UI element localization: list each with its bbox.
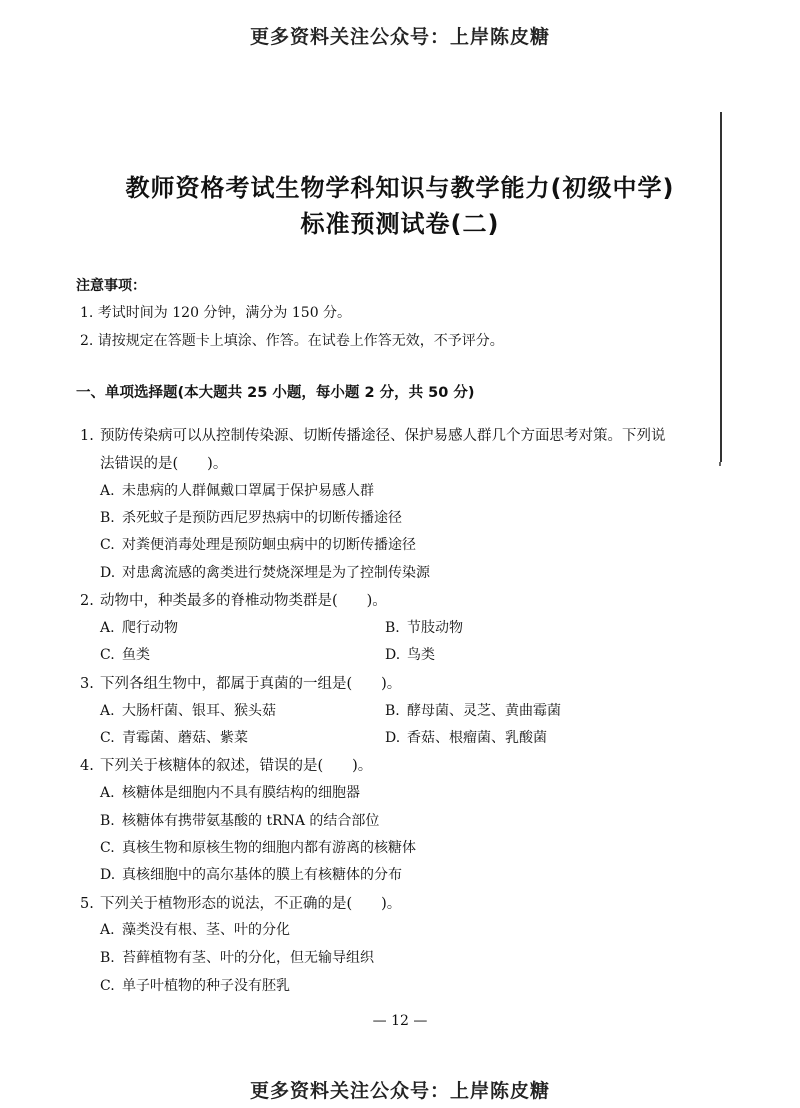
option-text: 核糖体有携带氨基酸的 tRNA 的结合部位 [122,813,380,829]
option [385,700,561,720]
option-text: 爬行动物 [122,620,178,636]
option-letter: D. [100,867,116,883]
option-letter: A. [100,785,115,801]
question-number: 4. [80,758,94,774]
bottom-banner: 更多资料关注公众号：上岸陈皮糖 [249,1080,550,1102]
option-letter: B. [385,620,400,636]
option-letter: B. [100,813,115,829]
option-text: 藻类没有根、茎、叶的分化 [122,922,290,938]
page-number: — 12 — [372,1013,428,1029]
option [385,644,435,664]
option-text: 鸟类 [407,647,435,663]
option-text: 对患禽流感的禽类进行焚烧深埋是为了控制传染源 [122,565,430,581]
option-letter: B. [100,950,115,966]
option [100,947,374,967]
page-title: 教师资格考试生物学科知识与教学能力(初级中学) [125,174,675,202]
option [100,480,374,500]
option [100,534,416,554]
option-letter: C. [100,537,115,553]
option [100,644,150,664]
option [100,700,276,720]
question-stem [80,672,401,693]
option-text: 真核细胞中的高尔基体的膜上有核糖体的分布 [122,867,402,883]
option [100,507,402,527]
option-text: 香菇、根瘤菌、乳酸菌 [407,730,547,746]
option-letter: D. [385,730,401,746]
question-stem-continued: 法错误的是( )。 [100,456,228,472]
option-text: 杀死蚊子是预防西尼罗热病中的切断传播途径 [122,510,402,526]
option-letter: C. [100,840,115,856]
option [100,975,290,995]
question-text: 下列关于核糖体的叙述，错误的是( )。 [100,758,373,774]
option [100,617,178,637]
option-text: 节肢动物 [407,620,463,636]
option-text: 真核生物和原核生物的细胞内都有游离的核糖体 [122,840,416,856]
option-text: 单子叶植物的种子没有胚乳 [122,978,290,994]
option [100,562,430,582]
option-text: 大肠杆菌、银耳、猴头菇 [122,703,276,719]
option [100,864,402,884]
option-text: 苔藓植物有茎、叶的分化，但无输导组织 [122,950,374,966]
notice-heading: 注意事项： [76,278,146,294]
page-subtitle: 标准预测试卷(二) [300,210,500,238]
option [385,727,547,747]
option-text: 鱼类 [122,647,150,663]
option-text: 核糖体是细胞内不具有膜结构的细胞器 [122,785,360,801]
option-text: 未患病的人群佩戴口罩属于保护易感人群 [122,483,374,499]
option-text: 酵母菌、灵芝、黄曲霉菌 [407,703,561,719]
scan-dot [719,462,721,466]
question-number: 3. [80,676,94,692]
question-text: 动物中，种类最多的脊椎动物类群是( )。 [100,593,387,609]
option-text: 青霉菌、蘑菇、紫菜 [122,730,248,746]
option-letter: B. [385,703,400,719]
option [385,617,463,637]
question-text: 下列各组生物中，都属于真菌的一组是( )。 [100,676,402,692]
question-stem [80,424,666,445]
notice-item: 1. 考试时间为 120 分钟，满分为 150 分。 [80,305,352,321]
option-letter: A. [100,620,115,636]
question-number: 1. [80,428,94,444]
page-edge-line [720,112,722,462]
option [100,727,248,747]
question-stem [80,892,401,913]
option [100,919,290,939]
option-letter: C. [100,978,115,994]
option [100,782,360,802]
question-stem [80,754,372,775]
question-number: 5. [80,896,94,912]
question-number: 2. [80,593,94,609]
option [100,810,379,830]
option-text: 对粪便消毒处理是预防蛔虫病中的切断传播途径 [122,537,416,553]
option-letter: D. [385,647,401,663]
notice-item: 2. 请按规定在答题卡上填涂、作答。在试卷上作答无效，不予评分。 [80,333,504,349]
option-letter: D. [100,565,116,581]
option-letter: C. [100,647,115,663]
section-heading: 一、单项选择题(本大题共 25 小题，每小题 2 分，共 50 分) [76,385,475,401]
option-letter: A. [100,703,115,719]
question-text: 下列关于植物形态的说法，不正确的是( )。 [100,896,402,912]
option-letter: A. [100,922,115,938]
option-letter: A. [100,483,115,499]
option-letter: C. [100,730,115,746]
question-stem [80,589,387,610]
top-banner: 更多资料关注公众号：上岸陈皮糖 [249,26,550,48]
question-text: 预防传染病可以从控制传染源、切断传播途径、保护易感人群几个方面思考对策。下列说 [100,428,666,444]
option-letter: B. [100,510,115,526]
option [100,837,416,857]
